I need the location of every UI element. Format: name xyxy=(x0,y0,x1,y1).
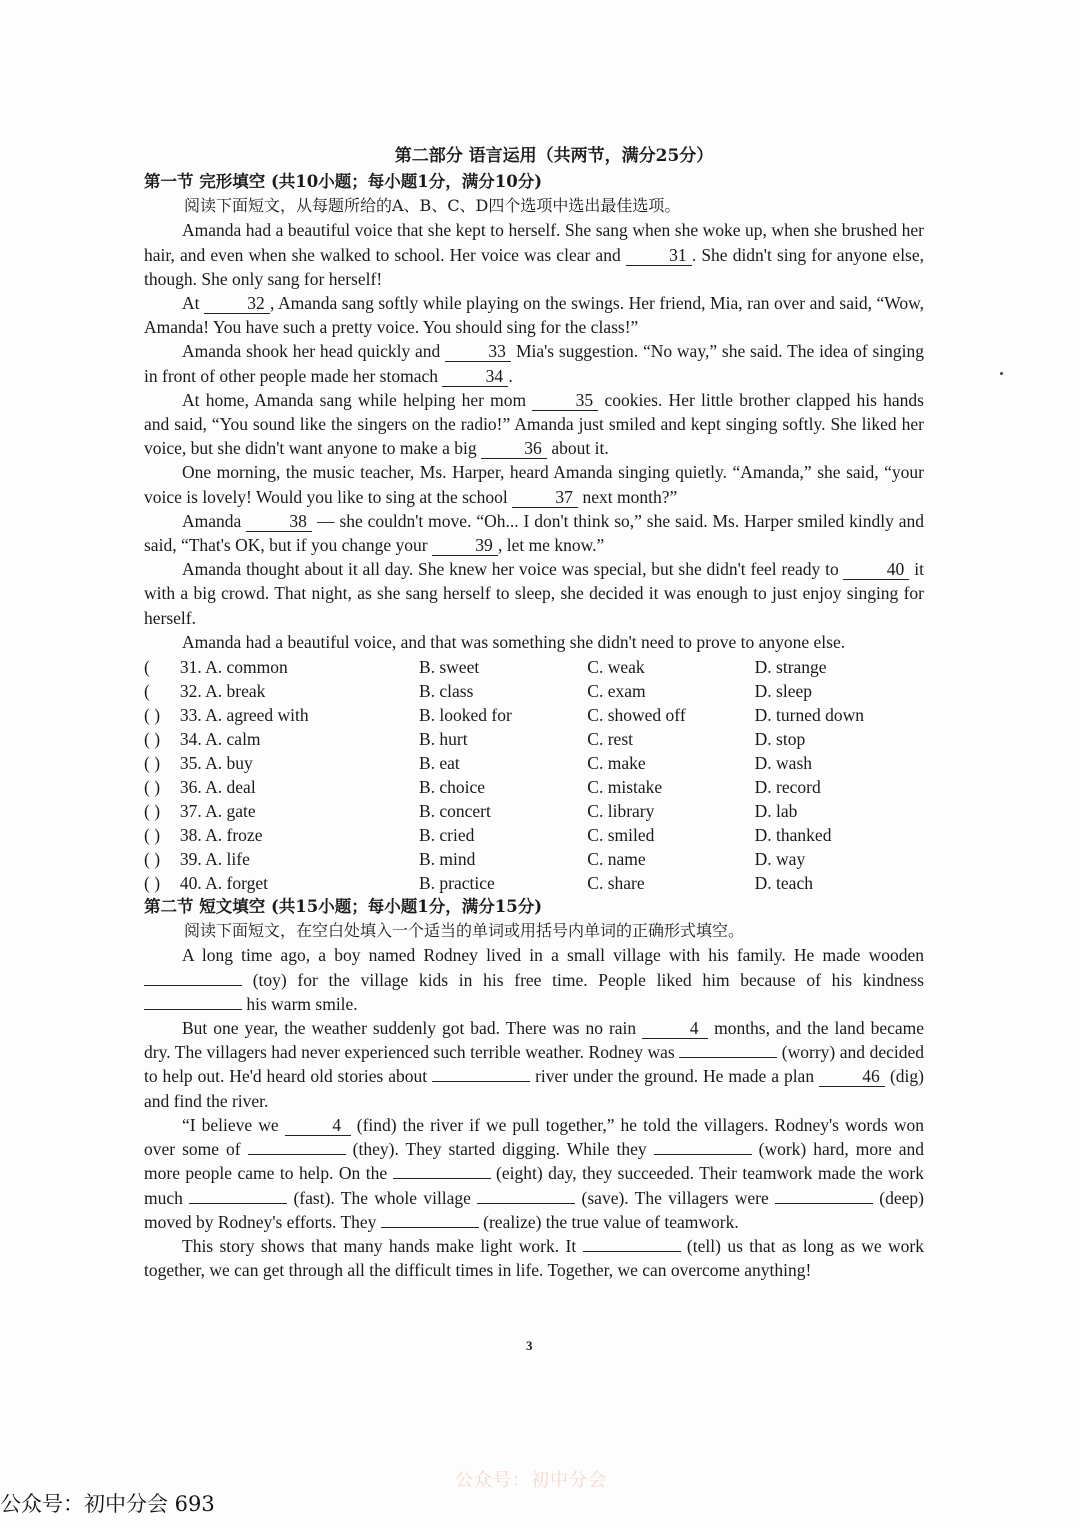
blank-38: 38 xyxy=(246,512,312,532)
blank-45 xyxy=(432,1081,530,1082)
blank-51 xyxy=(189,1203,287,1204)
blank-31: 31 xyxy=(626,246,692,266)
option-row-39: ( ) 39. A. life B. mind C. name D. way xyxy=(144,849,806,870)
blank-42 xyxy=(144,1009,242,1010)
blank-43: 4 xyxy=(642,1019,708,1039)
blank-52 xyxy=(477,1203,575,1204)
blank-47: 4 xyxy=(285,1116,351,1136)
blank-50 xyxy=(393,1178,491,1179)
blank-33: 33 xyxy=(445,342,511,362)
blank-41 xyxy=(144,985,242,986)
passage1-paragraph-1: Amanda had a beautiful voice that she kept to herself. She sang when she woke up, when she brushed her hair, and even when she walked to school. Her voice was clear and 31 . She didn't sing for anyone else, though. She only sang for herself! xyxy=(144,220,925,289)
section2-instruction: 阅读下面短文，在空白处填入一个适当的单词或用括号内单词的正确形式填空。 xyxy=(184,921,745,941)
blank-49 xyxy=(654,1154,752,1155)
footer-label: 公众号：初中分会 693 xyxy=(0,1492,215,1516)
blank-34: 34 xyxy=(442,367,508,387)
option-row-34: ( ) 34. A. calm B. hurt C. rest D. stop xyxy=(144,729,806,750)
option-row-32: ( 32. A. break B. class C. exam D. sleep xyxy=(144,681,813,702)
part-title: 第二部分 语言运用（共两节，满分25分） xyxy=(394,146,714,166)
section2-title: 第二节 短文填空 (共15小题；每小题1分，满分15分) xyxy=(144,897,543,917)
blank-36: 36 xyxy=(481,439,547,459)
page-content xyxy=(144,144,924,1282)
option-row-31: ( 31. A. common B. sweet C. weak D. strange xyxy=(144,657,827,678)
passage1-paragraph-6: Amanda 38 — she couldn't move. “Oh... I don't think so,” she said. Ms. Harper smiled kindly and said, “That's OK, but if you change your 39 , let me know.” xyxy=(144,510,924,556)
section1-instruction: 阅读下面短文，从每题所给的A、B、C、D四个选项中选出最佳选项。 xyxy=(184,196,681,216)
blank-39: 39 xyxy=(432,536,498,556)
blank-32: 32 xyxy=(204,294,270,314)
blank-48 xyxy=(248,1154,346,1155)
passage1-paragraph-7: Amanda thought about it all day. She knew her voice was special, but she didn't feel ready to 40 it with a big crowd. That night, as she sang herself to sleep, she decided it was enough to just enjoy singing for herself. xyxy=(144,559,924,628)
option-row-40: ( ) 40. A. forget B. practice C. share D. teach xyxy=(144,873,813,894)
passage1-paragraph-5: One morning, the music teacher, Ms. Harper, heard Amanda singing quietly. “Amanda,” she said, “your voice is lovely! Would you like to sing at the school 37 next month?” xyxy=(144,462,924,507)
passage2-paragraph-3: “I believe we 4 (find) the river if we pull together,” he told the villagers. Rodney's words won over some of (they). They started digging. While they (work) hard, more and more people came to help. On the (eight) day, they succeeded. Their teamwork made the work much (fast). The whole village (save). The villagers were (deep) moved by Rodney's efforts. They (realize) the true value of teamwork. xyxy=(144,1114,925,1232)
passage2-paragraph-2: But one year, the weather suddenly got bad. There was no rain 4 months, and the land became dry. The villagers had never experienced such terrible weather. Rodney was (worry) and decided to help out. He'd heard old stories about river under the ground. He made a plan 46 (dig) and find the river. xyxy=(144,1018,924,1111)
blank-46: 46 xyxy=(819,1067,885,1087)
blank-55 xyxy=(583,1251,681,1252)
page-number: 3 xyxy=(526,1338,533,1353)
passage1-paragraph-8: Amanda had a beautiful voice, and that was something she didn't need to prove to anyone else. xyxy=(182,631,846,652)
watermark: 公众号：初中分会 xyxy=(455,1470,607,1491)
blank-54 xyxy=(381,1227,479,1228)
section1-title: 第一节 完形填空 (共10小题；每小题1分，满分10分) xyxy=(144,172,543,191)
speck xyxy=(1000,372,1003,375)
option-row-38: ( ) 38. A. froze B. cried C. smiled D. thanked xyxy=(144,825,832,846)
blank-40: 40 xyxy=(843,560,909,580)
option-row-33: ( ) 33. A. agreed with B. looked for C. showed off D. turned down xyxy=(144,705,865,726)
options-table xyxy=(144,655,924,895)
option-row-35: ( ) 35. A. buy B. eat C. make D. wash xyxy=(144,753,813,774)
passage2-paragraph-1: A long time ago, a boy named Rodney lived in a small village with his family. He made wooden (toy) for the village kids in his free time. People liked him because of his kindness his warm smile. xyxy=(144,943,924,1016)
blank-35: 35 xyxy=(532,391,598,411)
blank-37: 37 xyxy=(512,488,578,508)
option-row-36: ( ) 36. A. deal B. choice C. mistake D. record xyxy=(144,777,821,798)
blank-44 xyxy=(679,1057,777,1058)
passage1-paragraph-4: At home, Amanda sang while helping her mom 35 cookies. Her little brother clapped his hands and said, “You sound like the singers on the radio!” Amanda just smiled and kept singing softly. She liked her voice, but she didn't want anyone to make a big 36 about it. xyxy=(144,389,924,459)
blank-53 xyxy=(775,1203,873,1204)
passage1-paragraph-2: At 32 , Amanda sang softly while playing on the swings. Her friend, Mia, ran over and said, “Wow, Amanda! You have such a pretty voice. You should sing for the class!” xyxy=(144,293,925,338)
passage1-paragraph-3: Amanda shook her head quickly and 33 Mia's suggestion. “No way,” she said. The idea of singing in front of other people made her stomach 34 . xyxy=(144,341,925,386)
option-row-37: ( ) 37. A. gate B. concert C. library D. lab xyxy=(144,801,798,822)
passage2-paragraph-4: This story shows that many hands make light work. It (tell) us that as long as we work together, we can get through all the difficult times in life. Together, we can overcome anything! xyxy=(144,1235,924,1281)
